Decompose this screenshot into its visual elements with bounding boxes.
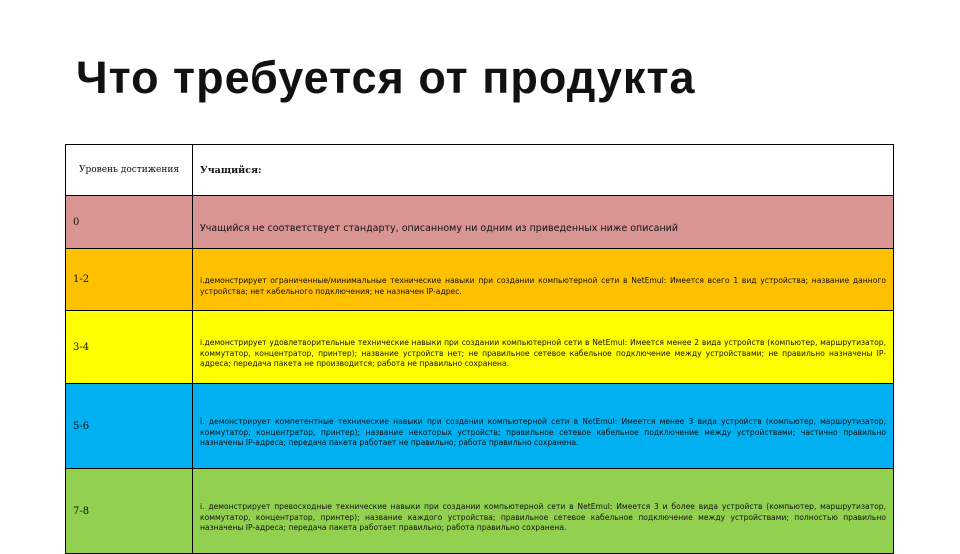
description-cell: i.демонстрирует удовлетворительные технические навыки при создании компьютерной сети в NetEmul: Имеется менее 2 вида устройств (компьютер, маршрутизатор, коммутатор, концентратор, принтер); название устройств нет; не правильное сетевое кабельное подключение между устройствами; не правильно назначены IP-адреса; передача пакета не производится; работа не правильно сохранена. — [193, 311, 894, 384]
table-row — [66, 249, 894, 311]
level-cell: 7-8 — [66, 469, 193, 554]
slide-title: Что требуется от продукта — [76, 52, 696, 103]
level-cell: 3-4 — [66, 311, 193, 384]
description-cell: i. демонстрирует компетентные технические навыки при создании компьютерной сети в NetEmul: Имеется менее 3 вида устройств (компьютер, маршрутизатор, коммутатор, концентратор, принтер); название некоторых устройств; правильное сетевое кабельное подключение между устройствами; частично правильно назначены IP-адреса; передача пакета работает не правильно; работа правильно сохранена. — [193, 384, 894, 469]
table-row — [66, 196, 894, 249]
level-cell: 0 — [66, 196, 193, 249]
level-cell: 1-2 — [66, 249, 193, 311]
table-header-row — [66, 145, 894, 196]
level-cell: 5-6 — [66, 384, 193, 469]
rubric-table — [65, 144, 894, 554]
table-row — [66, 384, 894, 469]
description-cell: i. демонстрирует превосходные технические навыки при создании компьютерной сети в NetEmul: Имеется 3 и более вида устройств (компьютер, маршрутизатор, коммутатор, концентратор, принтер); название каждого устройства; правильное сетевое кабельное подключение между устройствами; полностью правильно назначены IP-адреса; передача пакета работает правильно; работа правильно сохранена. — [193, 469, 894, 554]
table-row — [66, 311, 894, 384]
description-cell: i.демонстрирует ограниченные/минимальные технические навыки при создании компьютерной сети в NetEmul: Имеется всего 1 вид устройства; название данного устройства; нет кабельного подключения; не назначен IP-адрес. — [193, 249, 894, 311]
header-student: Учащийся: — [193, 145, 894, 196]
header-level: Уровень достижения — [66, 145, 193, 196]
description-cell: Учащийся не соответствует стандарту, описанному ни одним из приведенных ниже описаний — [193, 196, 894, 249]
table-row — [66, 469, 894, 554]
